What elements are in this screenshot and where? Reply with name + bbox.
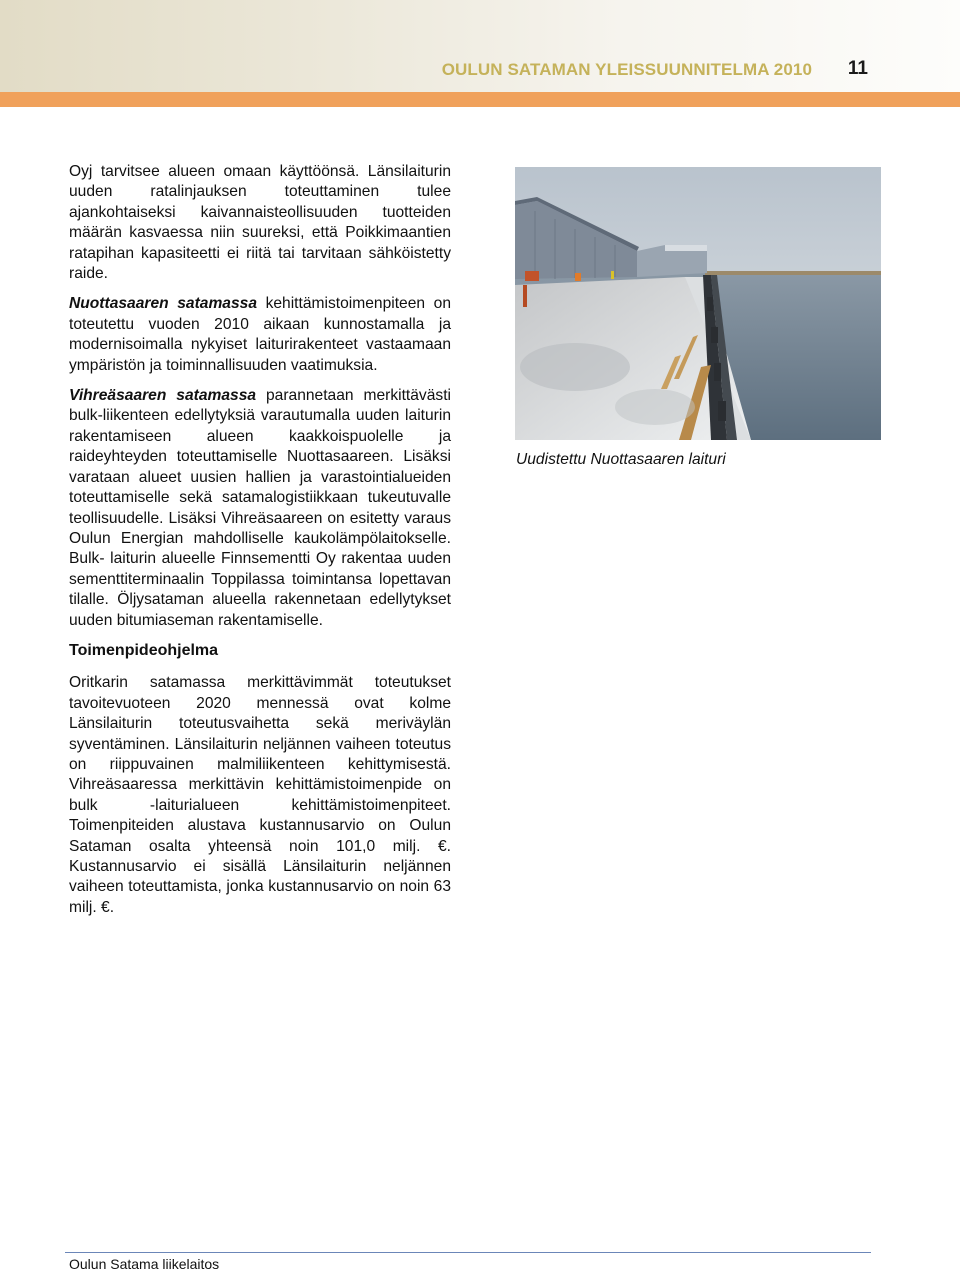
vihreasaari-lead: Vihreäsaaren satamassa [69, 387, 257, 405]
nuottasaari-lead: Nuottasaaren satamassa [69, 295, 257, 313]
section-heading: Toimenpideohjelma [69, 641, 219, 659]
vihreasaari-paragraph [69, 386, 451, 631]
intro-paragraph: Oyj tarvitsee alueen omaan käyttöönsä. Länsilaiturin uuden ratalinjauksen toteuttaminen tulee ajankohtaiseksi kaivannaisteollisuuden tuotteiden määrän kasvaessa niin suureksi, että Poikkimaantien ratapihan kapasiteetti ei riitä tai tarvitaan sähköistetty raide. [69, 163, 451, 283]
program-paragraph: Oritkarin satamassa merkittävimmät toteutukset tavoitevuoteen 2020 mennessä ovat kolme Länsilaiturin toteutusvaihetta sekä meriväylän syventäminen. Länsilaiturin neljännen vaiheen toteutus on riippuvainen malmiliikenteen kehittymisestä. Vihreäsaaressa merkittävin kehittämistoimenpide on bulk -laiturialueen kehittämistoimenpiteet. Toimenpiteiden alustava kustannusarvio on Oulun Sataman osalta yhteensä noin 101,0 milj. €. Kustannusarvio ei sisällä Länsilaiturin neljännen vaiheen toteuttamista, jonka kustannusarvio on noin 63 milj. €. [69, 674, 451, 916]
header-accent-band [0, 92, 960, 107]
page-number: 11 [847, 58, 868, 79]
quay-photo-illustration [515, 167, 881, 440]
page-header [0, 0, 960, 92]
nuottasaari-paragraph [69, 294, 451, 376]
main-text-column [69, 162, 451, 928]
vihreasaari-text: parannetaan merkittävästi bulk-liikenteen edellytyksiä varautumalla uuden laiturin rakentamiseen alueen kaakkoispuolelle ja raideyhteyden toteuttamiselle Nuottasaareen. Lisäksi varataan alueet uusien hallien ja varastointialueiden toteuttamiselle sekä satamalogistiikkaan tukeutuvalle teollisuudelle. Lisäksi Vihreäsaareen on esitetty varaus Oulun Energian mahdolliselle kaukolämpölaitokselle. Bulk- laiturin alueelle Finnsementti Oy rakentaa uuden sementtiterminaalin Toppilassa toimintansa lopettavan tilalle. Öljysataman alueella rakennetaan edellytykset uuden bitumiaseman rakentamiselle. [69, 387, 451, 629]
document-title: OULUN SATAMAN YLEISSUUNNITELMA 2010 [441, 60, 812, 79]
quay-photo [515, 167, 881, 440]
nuottasaari-text: kehittämistoimenpiteen on toteutettu vuoden 2010 aikaan kunnostamalla ja modernisoimalla nykyiset laiturirakenteet vastaamaan ympäristön ja toiminnallisuuden vaatimuksia. [69, 295, 451, 374]
footer-organization: Oulun Satama liikelaitos [69, 1256, 220, 1272]
footer-rule [65, 1252, 871, 1253]
figure-caption: Uudistettu Nuottasaaren laituri [516, 451, 726, 468]
